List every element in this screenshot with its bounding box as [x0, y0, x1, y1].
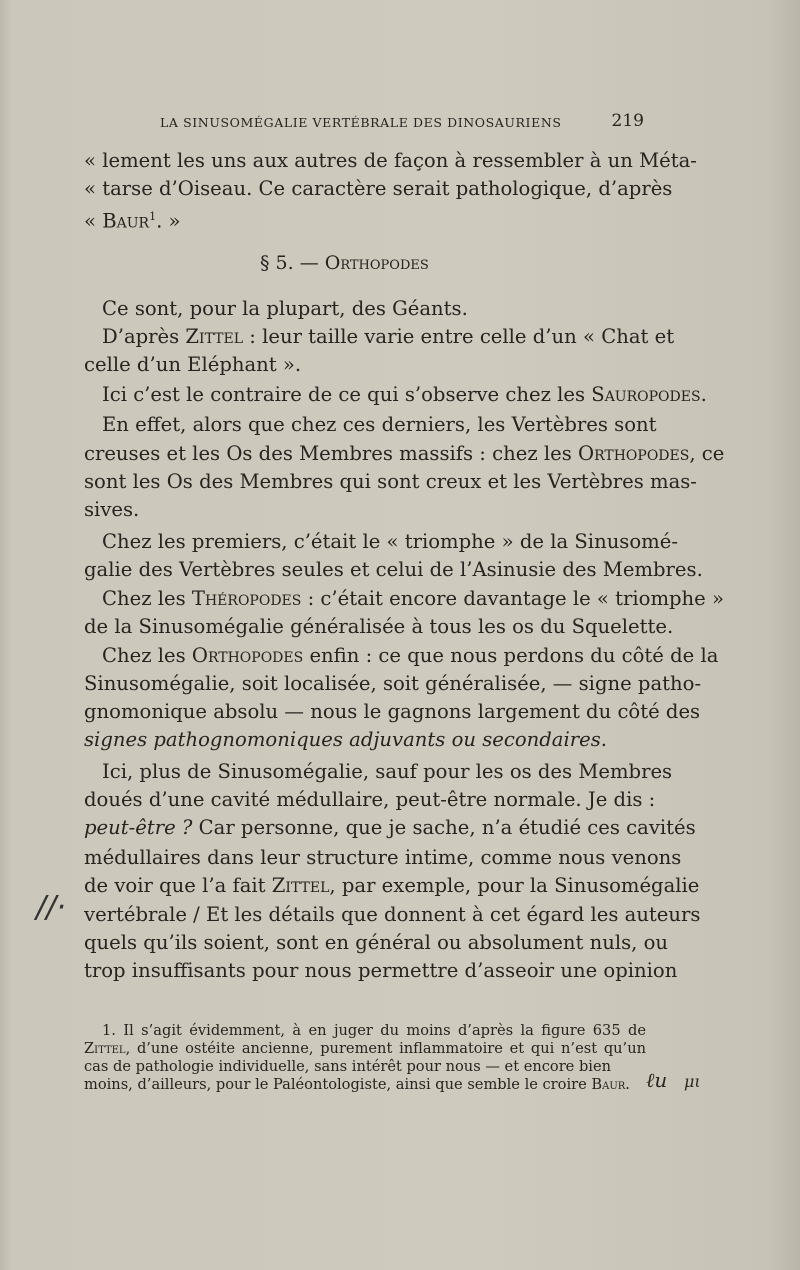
paragraph-line: quels qu’ils soient, sont en général ou absolument nuls, ou — [84, 931, 669, 954]
paragraph-line: de la Sinusomégalie généralisée à tous les os du Squelette. — [84, 615, 674, 638]
paragraph-line: signes pathognomoniques adjuvants ou secondaires. — [84, 728, 608, 751]
paragraph-line: trop insuffisants pour nous permettre d’asseoir une opinion — [84, 959, 678, 982]
paragraph-line: Ici c’est le contraire de ce qui s’observe chez les Sauropodes. — [102, 383, 707, 406]
running-header — [150, 111, 650, 137]
body-line: « tarse d’Oiseau. Ce caractère serait pathologique, d’après — [84, 177, 673, 200]
paragraph-line: médullaires dans leur structure intime, comme nous venons — [84, 846, 682, 869]
paragraph-line: Chez les Orthopodes enfin : ce que nous perdons du côté de la — [102, 644, 719, 667]
margin-annotation: //· — [36, 890, 66, 925]
handwritten-annotation: μι — [684, 1072, 701, 1091]
running-title: LA SINUSOMÉGALIE VERTÉBRALE DES DINOSAURIENS — [160, 115, 562, 130]
paragraph-line: celle d’un Eléphant ». — [84, 353, 302, 376]
footnote-ref: 1 — [149, 210, 157, 223]
body-line: « lement les uns aux autres de façon à ressembler à un Méta- — [84, 149, 697, 172]
paragraph-line: de voir que l’a fait Zittel, par exemple, pour la Sinusomégalie — [84, 874, 700, 897]
body-line: « Baur$^1$. » — [84, 209, 181, 233]
paragraph-line: sives. — [84, 498, 140, 521]
footnote-line: Zittel, d’une ostéite ancienne, purement inflammatoire et qui n’est qu’un — [84, 1040, 646, 1057]
paragraph-line: creuses et les Os des Membres massifs : chez les Orthopodes, ce — [84, 442, 725, 465]
section-heading: § 5. — Orthopodes — [260, 252, 429, 274]
paragraph-line: D’après Zittel : leur taille varie entre celle d’un « Chat et — [102, 325, 675, 348]
paragraph-line: gnomonique absolu — nous le gagnons largement du côté des — [84, 700, 701, 723]
paragraph-line: En effet, alors que chez ces derniers, les Vertèbres sont — [102, 413, 657, 436]
paragraph-line: Chez les premiers, c’était le « triomphe » de la Sinusomé- — [102, 530, 678, 553]
paragraph-line: doués d’une cavité médullaire, peut-être normale. Je dis : — [84, 788, 656, 811]
paragraph-line: Ici, plus de Sinusomégalie, sauf pour les os des Membres — [102, 760, 673, 783]
footnote-line: cas de pathologie individuelle, sans intérêt pour nous — et encore bien — [84, 1058, 611, 1075]
handwritten-annotation: ℓu — [646, 1068, 668, 1092]
paragraph-line: galie des Vertèbres seules et celui de l’Asinusie des Membres. — [84, 558, 703, 581]
page-number: 219 — [611, 111, 644, 131]
paragraph-line: Chez les Théropodes : c’était encore davantage le « triomphe » — [102, 587, 724, 610]
paragraph-line: Sinusomégalie, soit localisée, soit généralisée, — signe patho- — [84, 672, 702, 695]
paragraph-line: vertébrale / Et les détails que donnent à cet égard les auteurs — [84, 903, 701, 926]
footnote-line: 1. Il s’agit évidemment, à en juger du moins d’après la figure 635 de — [102, 1022, 646, 1039]
footnote-line: moins, d’ailleurs, pour le Paléontologiste, ainsi que semble le croire Baur. — [84, 1076, 630, 1093]
paragraph-line: sont les Os des Membres qui sont creux et les Vertèbres mas- — [84, 470, 697, 493]
paragraph-line: peut-être ? Car personne, que je sache, n’a étudié ces cavités — [84, 816, 696, 839]
paragraph-line: Ce sont, pour la plupart, des Géants. — [102, 297, 468, 320]
